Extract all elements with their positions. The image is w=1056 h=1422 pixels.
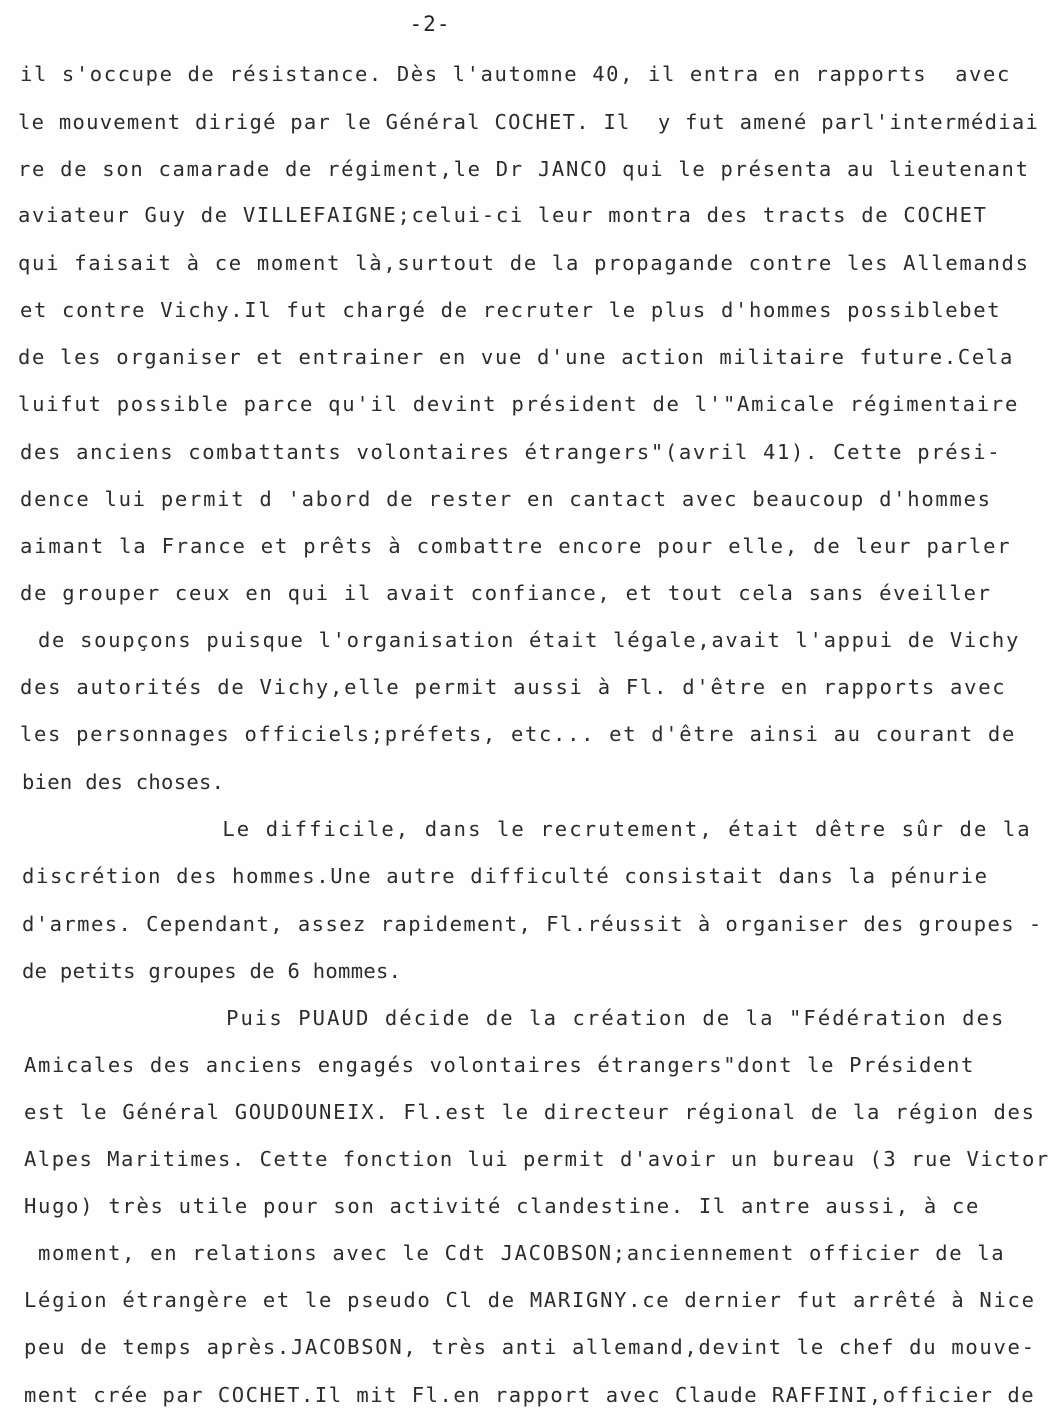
- text-line: Hugo) très utile pour son activité clandestine. Il antre aussi, à ce: [24, 1194, 981, 1218]
- text-line: d'armes. Cependant, assez rapidement, Fl.réussit à organiser des groupes -: [22, 912, 1043, 936]
- text-line: ment crée par COCHET.Il mit Fl.en rapport avec Claude RAFFINI,officier de: [24, 1383, 1036, 1407]
- text-line: re de son camarade de régiment,le Dr JANCO qui le présenta au lieutenant: [18, 157, 1030, 181]
- text-line: le mouvement dirigé par le Général COCHET. Il y fut amené parl'intermédiai: [18, 110, 1040, 134]
- text-line: moment, en relations avec le Cdt JACOBSON;anciennement officier de la: [24, 1241, 1006, 1265]
- text-line: discrétion des hommes.Une autre difficulté consistait dans la pénurie: [22, 864, 989, 888]
- text-line: Amicales des anciens engagés volontaires étrangers"dont le Président: [24, 1053, 976, 1077]
- page-number: -2-: [409, 12, 451, 36]
- text-line: bien des choses.: [22, 770, 225, 794]
- text-line: peu de temps après.JACOBSON, très anti allemand,devint le chef du mouve-: [24, 1335, 1036, 1359]
- text-line: il s'occupe de résistance. Dès l'automne 40, il entra en rapports avec: [20, 62, 1011, 86]
- text-line: Légion étrangère et le pseudo Cl de MARIGNY.ce dernier fut arrêté à Nice: [24, 1288, 1036, 1312]
- text-line: des autorités de Vichy,elle permit aussi à Fl. d'être en rapports avec: [20, 675, 1007, 699]
- text-line: dence lui permit d 'abord de rester en cantact avec beaucoup d'hommes: [20, 487, 992, 511]
- text-line: de soupçons puisque l'organisation était légale,avait l'appui de Vichy: [24, 628, 1020, 652]
- text-line: des anciens combattants volontaires étrangers"(avril 41). Cette prési-: [20, 440, 1002, 464]
- text-line: qui faisait à ce moment là,surtout de la propagande contre les Allemands: [18, 251, 1030, 275]
- text-line: de grouper ceux en qui il avait confiance, et tout cela sans éveiller: [20, 581, 992, 605]
- text-line: de petits groupes de 6 hommes.: [22, 959, 402, 983]
- text-line: luifut possible parce qu'il devint président de l'"Amicale régimentaire: [18, 392, 1020, 416]
- text-line: les personnages officiels;préfets, etc... et d'être ainsi au courant de: [20, 722, 1016, 746]
- text-line: de les organiser et entrainer en vue d'une action militaire future.Cela: [18, 345, 1014, 369]
- text-line: aimant la France et prêts à combattre encore pour elle, de leur parler: [20, 534, 1012, 558]
- text-line: est le Général GOUDOUNEIX. Fl.est le directeur régional de la région des: [24, 1100, 1036, 1124]
- text-line: Alpes Maritimes. Cette fonction lui permit d'avoir un bureau (3 rue Victor: [24, 1147, 1050, 1171]
- text-line: Le difficile, dans le recrutement, était dêtre sûr de la: [20, 817, 1032, 841]
- text-line: et contre Vichy.Il fut chargé de recruter le plus d'hommes possiblebet: [20, 298, 1002, 322]
- text-line: Puis PUAUD décide de la création de la "Fédération des: [24, 1006, 1006, 1030]
- text-line: aviateur Guy de VILLEFAIGNE;celui-ci leur montra des tracts de COCHET: [18, 203, 988, 227]
